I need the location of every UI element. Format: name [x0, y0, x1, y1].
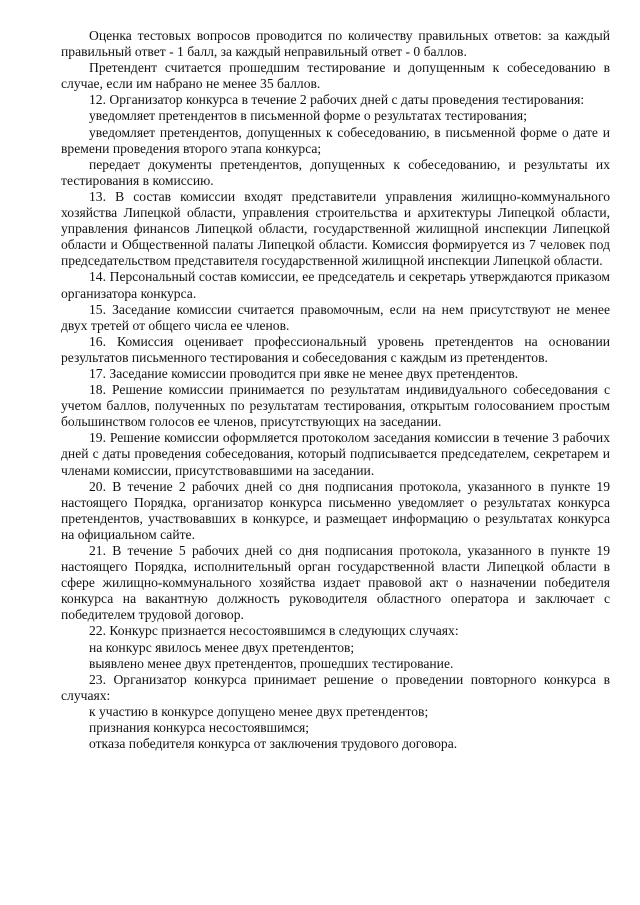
paragraph-item-13: 13. В состав комиссии входят представители управления жилищно-коммунального хозяйства Липецкой области, управления строительства и архитектуры Липецкой области, управления финансов Липецкой области, государственной жилищной инспекции Липецкой области и Общественной палаты Липецкой области. Комиссия формируется из 7 человек под председательством представителя государственной жилищной инспекции Липецкой области. [61, 188, 610, 269]
paragraph-item-22-case-2: выявлено менее двух претендентов, прошедших тестирование. [89, 655, 454, 671]
paragraph-item-21: 21. В течение 5 рабочих дней со дня подписания протокола, указанного в пункте 19 настоящего Порядка, исполнительный орган государственной власти Липецкой области в сфере жилищно-коммунального хозяйства издает правовой акт о назначении победителя конкурса на вакантную должность руководителя областного оператора и заключает с победителем трудовой договор. [61, 543, 610, 623]
paragraph-item-19: 19. Решение комиссии оформляется протоколом заседания комиссии в течение 3 рабочих дней с даты проведения собеседования, который подписывается председателем, секретарем и членами комиссии, присутствовавшими на заседании. [61, 430, 610, 478]
paragraph-item-12-notify-results: уведомляет претендентов в письменной форме о результатах тестирования; [89, 108, 527, 124]
paragraph-item-20: 20. В течение 2 рабочих дней со дня подписания протокола, указанного в пункте 19 настоящего Порядка, организатор конкурса письменно уведомляет о результатах конкурса претендентов, участвовавших в конкурсе, и размещает информацию о результатах конкурса на официальном сайте. [61, 478, 610, 542]
paragraph-item-23-case-3: отказа победителя конкурса от заключения трудового договора. [89, 736, 458, 752]
paragraph-item-22-case-1: на конкурс явилось менее двух претендентов; [89, 639, 355, 655]
paragraph-item-23-case-1: к участию в конкурсе допущено менее двух претендентов; [89, 703, 429, 719]
paragraph-item-12-notify-interview: уведомляет претендентов, допущенных к собеседованию, в письменной форме о дате и времени проведения второго этапа конкурса; [61, 124, 610, 156]
paragraph-item-18: 18. Решение комиссии принимается по результатам индивидуального собеседования с учетом баллов, полученных по результатам тестирования, открытым голосованием простым большинством голосов ее членов, присутствующих на заседании. [61, 382, 610, 430]
paragraph-item-12-transfer-documents: передает документы претендентов, допущенных к собеседованию, и результаты их тестирования в комиссию. [61, 156, 610, 188]
document-page [61, 28, 610, 752]
paragraph-item-16: 16. Комиссия оценивает профессиональный уровень претендентов на основании результатов письменного тестирования и собеседования с каждым из претендентов. [61, 333, 610, 365]
paragraph-item-14: 14. Персональный состав комиссии, ее председатель и секретарь утверждаются приказом организатора конкурса. [61, 269, 610, 301]
paragraph-item-23: 23. Организатор конкурса принимает решение о проведении повторного конкурса в случаях: [61, 671, 610, 703]
paragraph-item-23-case-2: признания конкурса несостоявшимся; [89, 720, 310, 736]
paragraph-test-passed: Претендент считается прошедшим тестирование и допущенным к собеседованию в случае, если им набрано не менее 35 баллов. [61, 60, 610, 92]
paragraph-item-17: 17. Заседание комиссии проводится при явке не менее двух претендентов. [89, 365, 519, 381]
paragraph-test-scoring: Оценка тестовых вопросов проводится по количеству правильных ответов: за каждый правильный ответ - 1 балл, за каждый неправильный ответ - 0 баллов. [61, 28, 610, 60]
paragraph-item-12: 12. Организатор конкурса в течение 2 рабочих дней с даты проведения тестирования: [89, 92, 585, 108]
paragraph-item-22: 22. Конкурс признается несостоявшимся в следующих случаях: [89, 623, 459, 639]
paragraph-item-15: 15. Заседание комиссии считается правомочным, если на нем присутствуют не менее двух третей от общего числа ее членов. [61, 301, 610, 333]
